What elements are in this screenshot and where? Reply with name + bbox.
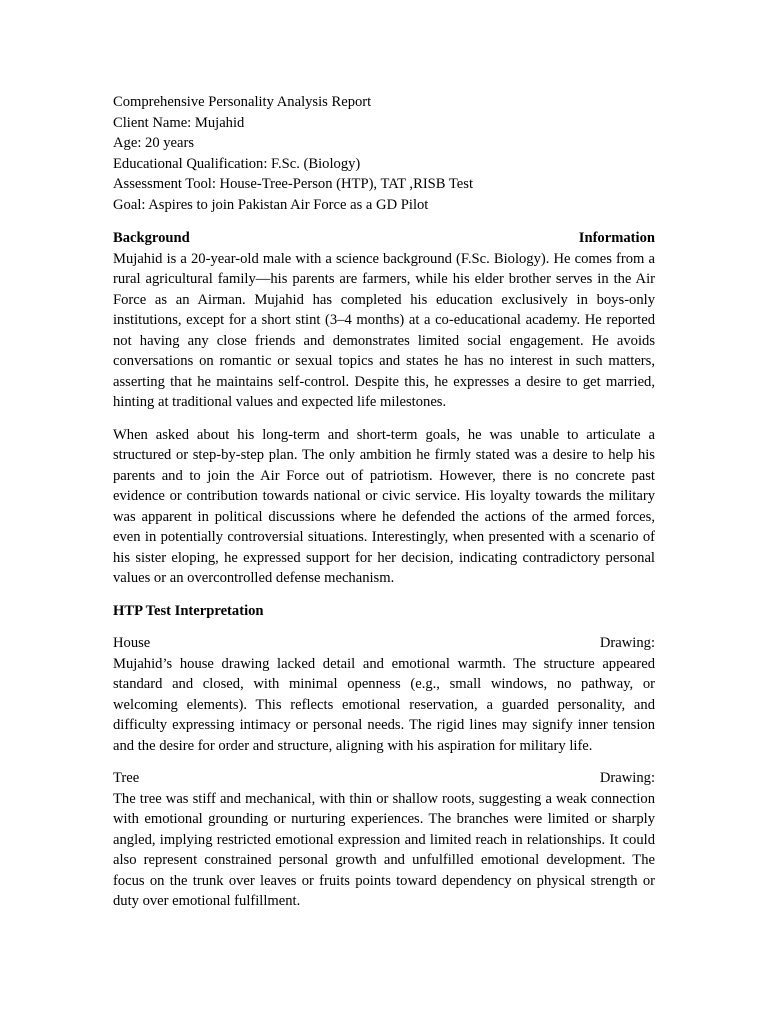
document-content <box>113 92 655 912</box>
house-drawing-paragraph: Mujahid’s house drawing lacked detail and emotional warmth. The structure appeared standard and closed, with minimal openness (e.g., small windows, no pathway, or welcoming elements). This reflects emotional reservation, a guarded personality, and difficulty expressing intimacy or personal needs. The rigid lines may signify inner tension and the desire for order and structure, aligning with his aspiration for military life. <box>113 655 655 754</box>
report-title: Comprehensive Personality Analysis Report <box>113 94 372 110</box>
house-drawing-heading <box>113 633 655 654</box>
assessment-tool: Assessment Tool: House-Tree-Person (HTP), TAT ,RISB Test <box>113 176 474 192</box>
client-name: Client Name: Mujahid <box>113 114 245 131</box>
house-heading-left: House <box>113 635 151 651</box>
background-paragraph-2: When asked about his long-term and short-term goals, he was unable to articulate a structured or step-by-step plan. The only ambition he firmly stated was a desire to help his parents and to join the Air Force out of patriotism. However, there is no concrete past evidence or contribution towards national or civic service. His loyalty towards the military was apparent in political discussions where he defended the actions of the armed forces, even in potentially controversial situations. Interestingly, when presented with a scenario of his sister eloping, he expressed support for her decision, indicating contradictory personal values or an overcontrolled defense mechanism. <box>113 426 655 586</box>
tree-drawing-heading <box>113 768 655 789</box>
background-heading <box>113 228 655 249</box>
client-age: Age: 20 years <box>113 135 195 151</box>
educational-qualification: Educational Qualification: F.Sc. (Biology) <box>113 155 361 172</box>
background-paragraph-1: Mujahid is a 20-year-old male with a science background (F.Sc. Biology). He comes from a rural agricultural family—his parents are farmers, while his elder brother serves in the Air Force as an Airman. Mujahid has completed his education exclusively in boys-only institutions, except for a short stint (3–4 months) at a co-educational academy. He reported not having any close friends and demonstrates limited social engagement. He avoids conversations on romantic or sexual topics and states he has no interest in such matters, asserting that he maintains self-control. Despite this, he expresses a desire to get married, hinting at traditional values and expected life milestones. <box>113 250 655 410</box>
tree-heading-right: Drawing: <box>599 770 655 786</box>
background-heading-left: Background <box>113 230 190 246</box>
tree-drawing-paragraph: The tree was stiff and mechanical, with thin or shallow roots, suggesting a weak connection with emotional grounding or nurturing experiences. The branches were limited or sharply angled, implying restricted emotional expression and limited reach in relationships. It could also represent constrained personal growth and unfulfilled emotional development. The focus on the trunk over leaves or fruits points toward dependency on physical strength or duty over emotional fulfillment. <box>113 790 655 909</box>
client-goal: Goal: Aspires to join Pakistan Air Force as a GD Pilot <box>113 196 429 213</box>
house-heading-right: Drawing: <box>599 635 655 651</box>
htp-heading: HTP Test Interpretation <box>113 602 264 619</box>
tree-heading-left: Tree <box>113 770 140 786</box>
report-header <box>113 92 655 215</box>
background-heading-right: Information <box>578 230 655 246</box>
